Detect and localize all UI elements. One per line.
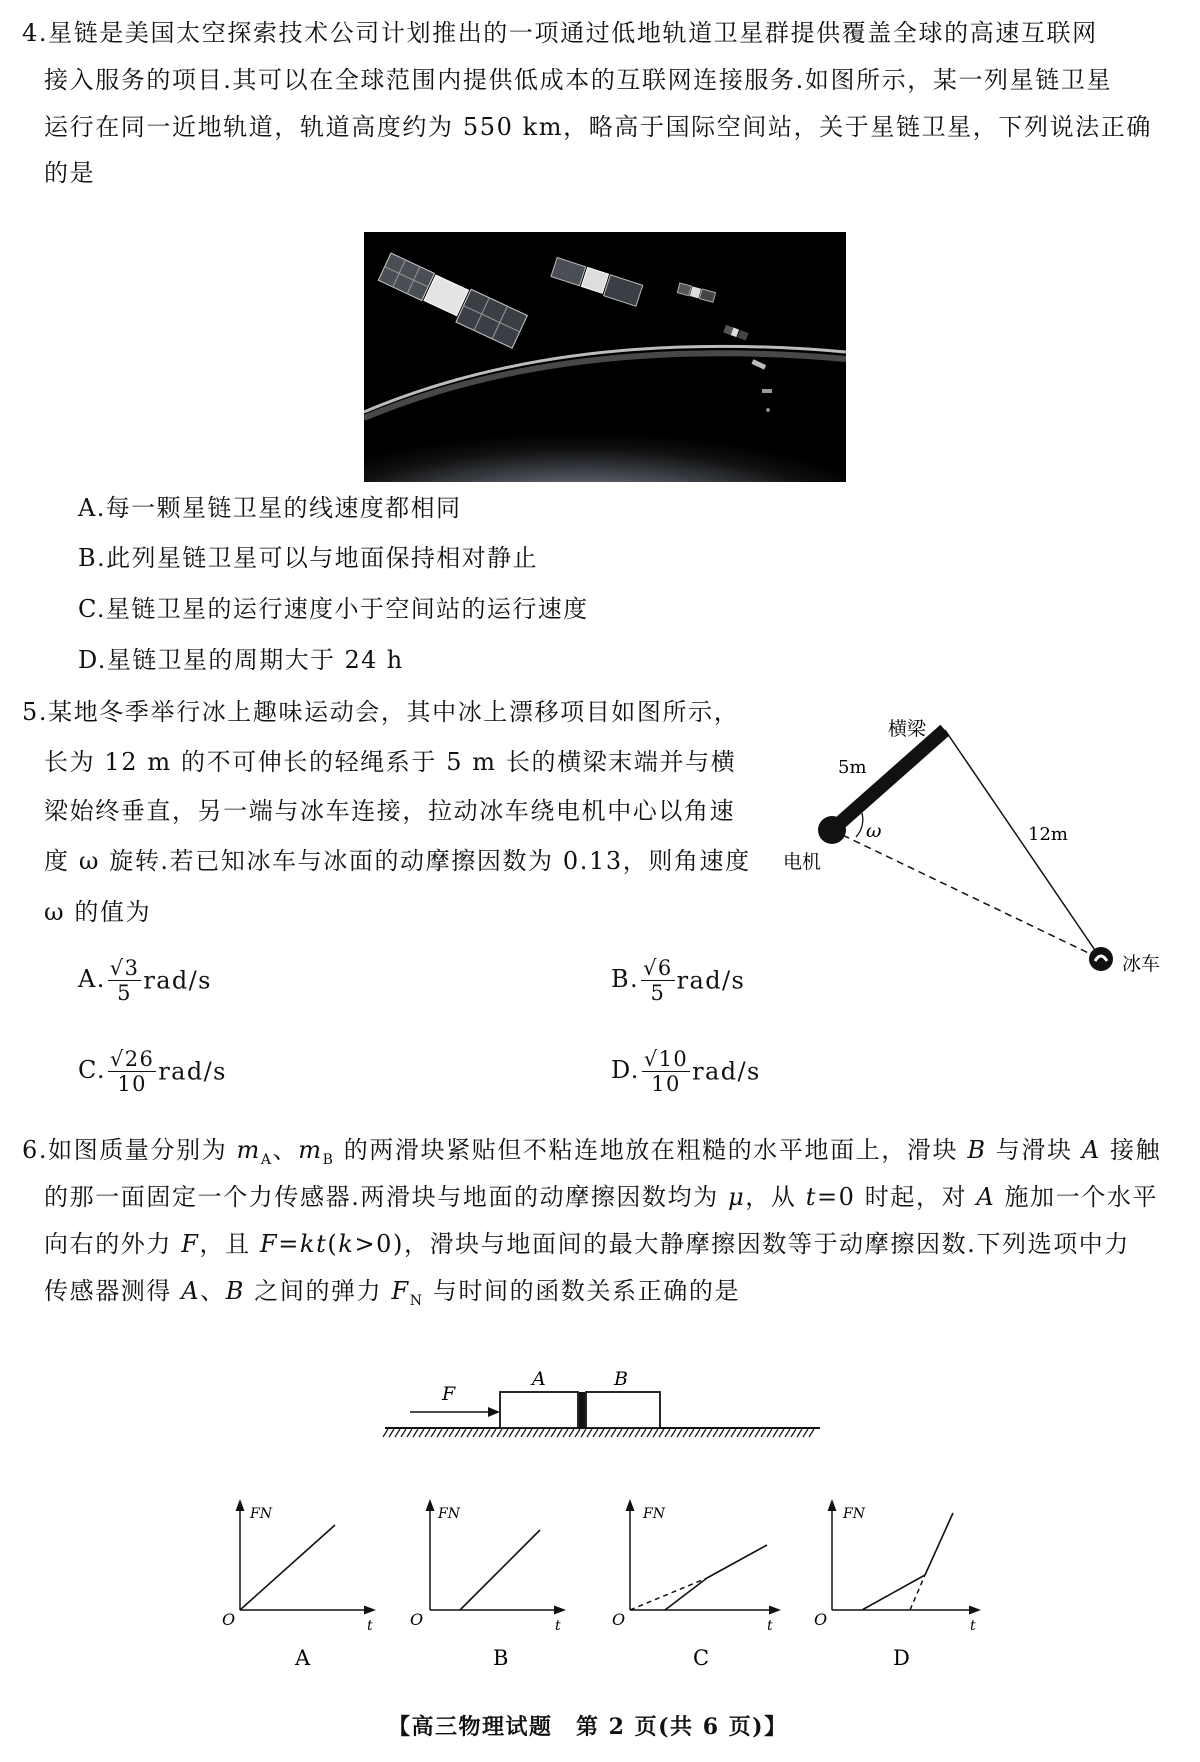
page-footer: 【高三物理试题 第 2 页(共 6 页)】 <box>388 1714 788 1740</box>
graph-c-origin: O <box>612 1610 626 1629</box>
q5-option-d-denominator: 10 <box>651 1072 681 1096</box>
q5-option-a-label: A. <box>78 965 106 993</box>
ground-hatching <box>383 1429 814 1437</box>
q4-option-b: B.此列星链卫星可以与地面保持相对静止 <box>78 544 538 572</box>
q5-option-d-unit: rad/s <box>692 1057 761 1086</box>
q5-option-b-unit: rad/s <box>676 966 746 995</box>
q6-graph-options <box>210 1495 1010 1680</box>
sled-label: 冰车 <box>1122 953 1161 975</box>
q5-option-b-label: B. <box>611 965 640 993</box>
block-a <box>500 1392 578 1428</box>
graph-d-x-label: t <box>970 1618 976 1634</box>
q5-option-a <box>78 956 212 1005</box>
graph-a-origin: O <box>222 1610 236 1629</box>
q5-option-b-fraction: $\frac{√6}{5}$ <box>643 956 673 1005</box>
rope-length-label: 12m <box>1028 824 1068 845</box>
beam-length-label: 5m <box>838 757 867 778</box>
q5-option-a-unit: rad/s <box>143 966 212 995</box>
graph-d-line-1 <box>862 1575 925 1610</box>
graph-c-y-label: FN <box>643 1506 665 1522</box>
q4-option-d: D.星链卫星的周期大于 24 h <box>78 646 404 674</box>
beam-label: 横梁 <box>888 718 927 740</box>
graph-b-origin: O <box>410 1610 424 1629</box>
graph-c-x-label: t <box>767 1618 773 1634</box>
graph-d <box>814 1505 976 1670</box>
graph-b-x-label: t <box>555 1618 561 1634</box>
graph-a-x-label: t <box>367 1618 373 1634</box>
block-b-label: B <box>614 1368 628 1390</box>
q5-line-1: 5.某地冬季举行冰上趣味运动会，其中冰上漂移项目如图所示， <box>22 698 740 726</box>
block-b <box>586 1392 660 1428</box>
q5-line-5: ω 的值为 <box>44 898 152 926</box>
motor-dot <box>818 816 846 844</box>
q5-line-4: 度 ω 旋转.若已知冰车与冰面的动摩擦因数为 0.13，则角速度 <box>44 847 751 875</box>
q5-option-b <box>611 956 745 1005</box>
q5-option-d-radicand: 10 <box>658 1047 689 1071</box>
graph-b-y-label: FN <box>438 1506 460 1522</box>
q4-line-1: 4.星链是美国太空探索技术公司计划推出的一项通过低地轨道卫星群提供覆盖全球的高速互联网 <box>22 19 1098 47</box>
sled-dot <box>1089 947 1113 971</box>
q5-option-c <box>78 1047 227 1096</box>
q4-line-2: 接入服务的项目.其可以在全球范围内提供低成本的互联网连接服务.如图所示，某一列星链卫星 <box>44 66 1113 94</box>
q5-option-c-unit: rad/s <box>158 1057 227 1086</box>
q5-option-a-fraction: $\frac{√3}{5}$ <box>109 956 140 1005</box>
starlink-photo <box>364 232 846 482</box>
q6-blocks-diagram <box>380 1350 830 1450</box>
motor-label: 电机 <box>783 851 822 873</box>
q5-ice-sled-diagram <box>770 715 1190 995</box>
graph-c-line-2 <box>707 1545 767 1578</box>
q5-option-a-radicand: 3 <box>124 956 140 980</box>
graph-a-caption: A <box>295 1646 311 1670</box>
q5-option-c-label: C. <box>78 1056 106 1084</box>
block-a-label: A <box>532 1368 546 1390</box>
graph-b-line <box>460 1530 540 1610</box>
q6-line-2: 的那一面固定一个力传感器.两滑块与地面的动摩擦因数均为 μ，从 t=0 时起，对 A 施加一个水平 <box>44 1183 1159 1211</box>
q5-option-a-denominator: 5 <box>117 981 132 1005</box>
q4-line-4: 的是 <box>44 159 96 187</box>
q5-option-d-label: D. <box>611 1056 640 1084</box>
q4-option-a: A.每一颗星链卫星的线速度都相同 <box>78 494 462 522</box>
graph-d-origin: O <box>814 1610 828 1629</box>
q6-line-4: 传感器测得 A、B 之间的弹力 $F_N$ 与时间的函数关系正确的是 <box>44 1277 741 1309</box>
q4-line-3: 运行在同一近地轨道，轨道高度约为 550 km，略高于国际空间站，关于星链卫星，下列说法正确 <box>44 113 1152 141</box>
graph-c-caption: C <box>693 1646 710 1670</box>
q5-line-2: 长为 12 m 的不可伸长的轻绳系于 5 m 长的横梁末端并与横 <box>44 748 737 776</box>
starlink-satellites-illustration <box>364 232 846 482</box>
graph-a-y-label: FN <box>250 1506 272 1522</box>
radius-dashed-line <box>832 830 1101 959</box>
q4-option-c: C.星链卫星的运行速度小于空间站的运行速度 <box>78 595 589 623</box>
q5-option-b-denominator: 5 <box>650 981 666 1005</box>
graph-d-caption: D <box>893 1646 910 1670</box>
graph-c <box>612 1505 775 1670</box>
q5-option-c-fraction: $\frac{√26}{10}$ <box>109 1047 155 1096</box>
q5-option-d-fraction: $\frac{√10}{10}$ <box>643 1047 689 1096</box>
force-sensor <box>579 1392 585 1428</box>
omega-label: ω <box>866 820 882 842</box>
q5-option-d <box>611 1047 761 1096</box>
q6-line-1: 6.如图质量分别为 $m_A$、$m_B$ 的两滑块紧贴但不粘连地放在粗糙的水平地面上，滑块 B 与滑块 A 接触 <box>22 1136 1162 1168</box>
graph-d-dashed-line <box>910 1575 925 1610</box>
q6-line-3: 向右的外力 F，且 F=kt(k>0)，滑块与地面间的最大静摩擦因数等于动摩擦因数.下列选项中力 <box>44 1230 1131 1258</box>
force-label: F <box>442 1383 456 1405</box>
q5-line-3: 梁始终垂直，另一端与冰车连接，拉动冰车绕电机中心以角速 <box>44 797 736 825</box>
graph-b <box>410 1505 561 1670</box>
graph-c-dashed-line <box>630 1578 707 1610</box>
graph-b-caption: B <box>493 1646 509 1670</box>
q5-option-c-denominator: 10 <box>117 1072 147 1096</box>
force-arrowhead <box>488 1407 500 1417</box>
graph-a <box>222 1505 373 1670</box>
graph-c-line-1 <box>665 1578 707 1610</box>
graph-a-line <box>240 1525 335 1610</box>
crossbeam <box>832 730 945 830</box>
rope-line <box>945 730 1101 959</box>
graph-d-line-2 <box>925 1513 953 1575</box>
q5-option-c-radicand: 26 <box>124 1047 155 1071</box>
q5-option-b-radicand: 6 <box>657 956 673 980</box>
graph-d-y-label: FN <box>843 1506 865 1522</box>
